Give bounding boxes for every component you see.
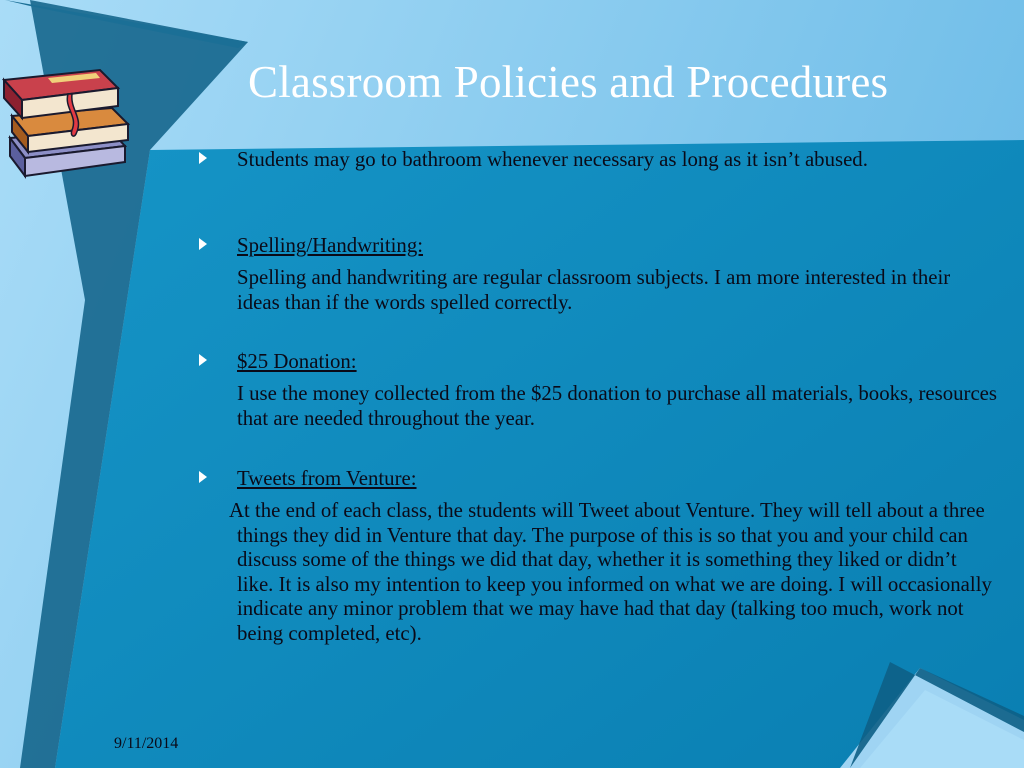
- books-icon: [0, 58, 140, 186]
- bullet-3-heading: $25 Donation:: [237, 350, 357, 373]
- slide-date: 9/11/2014: [114, 735, 179, 752]
- bullet-1-text: Students may go to bathroom whenever necessary as long as it isn’t abused.: [237, 148, 868, 171]
- bullet-4-heading: Tweets from Venture:: [237, 467, 417, 490]
- slide-title: Classroom Policies and Procedures: [248, 57, 889, 107]
- bullet-marker-icon: [196, 469, 210, 485]
- bullet-3-text: I use the money collected from the $25 donation to purchase all materials, books, resources that are needed throughout the year.: [237, 382, 998, 430]
- bullet-marker-icon: [196, 352, 210, 368]
- bullet-marker-icon: [196, 236, 210, 252]
- bullet-4-text: At the end of each class, the students will Tweet about Venture. They will tell about a three things they did in Venture that day. The purpose of this is so that you and your child can discuss some of the things we did that day, whether it is something they liked or didn’t like. It is also my intention to keep you informed on what we are doing. I will occasionally indicate any minor problem that we may have had that day (talking too much, work not being completed, etc).: [229, 499, 992, 645]
- bullet-2-text: Spelling and handwriting are regular classroom subjects. I am more interested in their ideas than if the words spelled correctly.: [237, 266, 951, 314]
- bullet-marker-icon: [196, 150, 210, 166]
- bullet-2-heading: Spelling/Handwriting:: [237, 234, 424, 257]
